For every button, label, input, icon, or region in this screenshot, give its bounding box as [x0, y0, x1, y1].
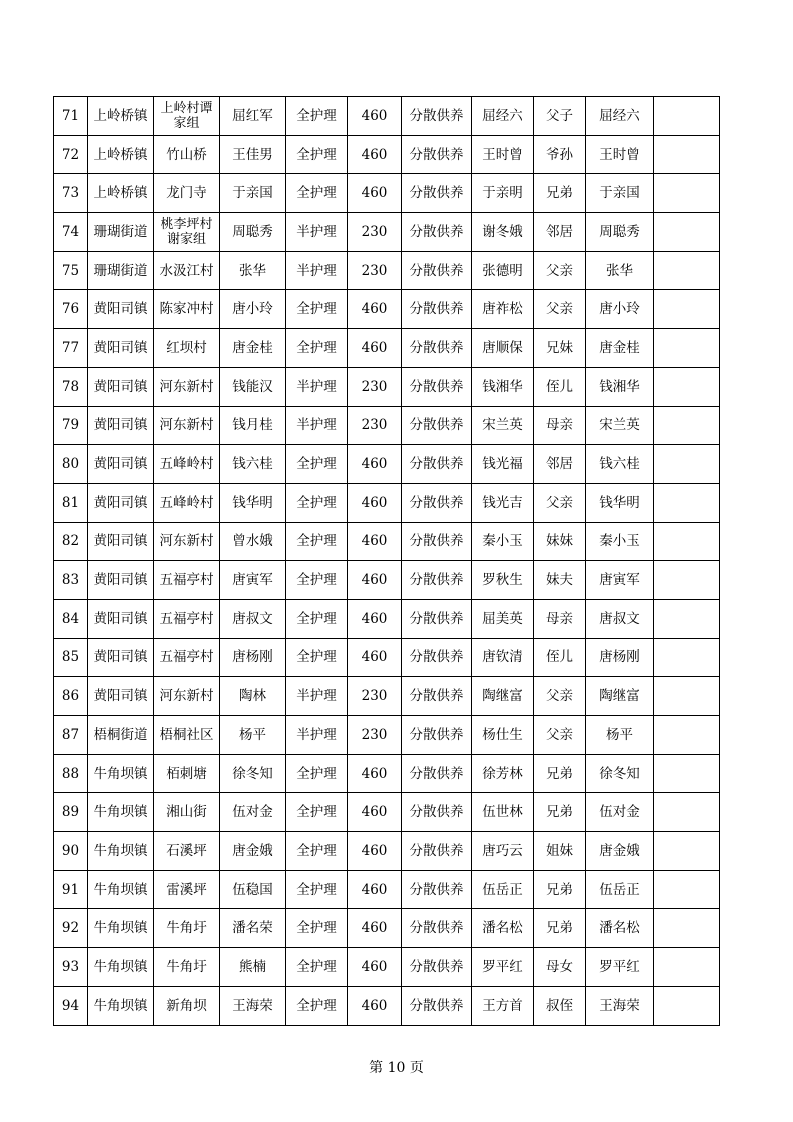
payee-cell: 钱华明: [586, 483, 654, 522]
support-type-cell: 分散供养: [402, 522, 472, 561]
recipient-name-cell: 潘名荣: [220, 909, 286, 948]
amount-cell: 230: [348, 367, 402, 406]
village-cell: 梧桐社区: [154, 716, 220, 755]
amount-cell: 460: [348, 174, 402, 213]
care-level-cell: 半护理: [286, 677, 348, 716]
town-cell: 黄阳司镇: [88, 406, 154, 445]
remark-cell: [654, 367, 720, 406]
amount-cell: 230: [348, 251, 402, 290]
recipient-name-cell: 伍稳国: [220, 870, 286, 909]
recipient-name-cell: 钱能汉: [220, 367, 286, 406]
support-type-cell: 分散供养: [402, 638, 472, 677]
remark-cell: [654, 677, 720, 716]
relation-cell: 兄妹: [534, 329, 586, 368]
remark-cell: [654, 406, 720, 445]
village-cell: 水汲江村: [154, 251, 220, 290]
care-level-cell: 全护理: [286, 97, 348, 136]
remark-cell: [654, 97, 720, 136]
remark-cell: [654, 716, 720, 755]
care-level-cell: 全护理: [286, 599, 348, 638]
remark-cell: [654, 251, 720, 290]
care-level-cell: 半护理: [286, 716, 348, 755]
caregiver-cell: 王方首: [472, 986, 534, 1025]
recipient-name-cell: 唐寅军: [220, 561, 286, 600]
village-cell: 红坝村: [154, 329, 220, 368]
town-cell: 黄阳司镇: [88, 599, 154, 638]
recipient-name-cell: 于亲国: [220, 174, 286, 213]
seq-cell: 78: [54, 367, 88, 406]
recipient-name-cell: 陶林: [220, 677, 286, 716]
remark-cell: [654, 135, 720, 174]
relation-cell: 母亲: [534, 599, 586, 638]
town-cell: 黄阳司镇: [88, 445, 154, 484]
payee-cell: 伍对金: [586, 793, 654, 832]
recipient-name-cell: 唐叔文: [220, 599, 286, 638]
remark-cell: [654, 483, 720, 522]
recipient-name-cell: 唐金桂: [220, 329, 286, 368]
caregiver-cell: 唐巧云: [472, 832, 534, 871]
village-cell: 河东新村: [154, 522, 220, 561]
amount-cell: 230: [348, 716, 402, 755]
village-cell: 雷溪坪: [154, 870, 220, 909]
seq-cell: 91: [54, 870, 88, 909]
support-type-cell: 分散供养: [402, 97, 472, 136]
recipient-name-cell: 唐金娥: [220, 832, 286, 871]
village-cell: 湘山街: [154, 793, 220, 832]
town-cell: 珊瑚街道: [88, 251, 154, 290]
village-cell: 龙门寺: [154, 174, 220, 213]
remark-cell: [654, 599, 720, 638]
town-cell: 黄阳司镇: [88, 483, 154, 522]
table-row: [54, 638, 720, 677]
relation-cell: 父亲: [534, 251, 586, 290]
caregiver-cell: 钱湘华: [472, 367, 534, 406]
caregiver-cell: 陶继富: [472, 677, 534, 716]
caregiver-cell: 唐钦清: [472, 638, 534, 677]
town-cell: 黄阳司镇: [88, 638, 154, 677]
remark-cell: [654, 909, 720, 948]
care-level-cell: 全护理: [286, 793, 348, 832]
support-type-cell: 分散供养: [402, 367, 472, 406]
table-row: [54, 677, 720, 716]
town-cell: 上岭桥镇: [88, 97, 154, 136]
village-cell: 五福亭村: [154, 561, 220, 600]
caregiver-cell: 屈美英: [472, 599, 534, 638]
relation-cell: 兄弟: [534, 909, 586, 948]
seq-cell: 80: [54, 445, 88, 484]
caregiver-cell: 唐祚松: [472, 290, 534, 329]
care-level-cell: 全护理: [286, 638, 348, 677]
payee-cell: 潘名松: [586, 909, 654, 948]
seq-cell: 87: [54, 716, 88, 755]
seq-cell: 77: [54, 329, 88, 368]
records-table: [53, 96, 720, 1026]
caregiver-cell: 潘名松: [472, 909, 534, 948]
remark-cell: [654, 522, 720, 561]
table-row: [54, 986, 720, 1025]
table-row: [54, 754, 720, 793]
village-cell: 栢刺塘: [154, 754, 220, 793]
relation-cell: 兄弟: [534, 754, 586, 793]
caregiver-cell: 秦小玉: [472, 522, 534, 561]
remark-cell: [654, 174, 720, 213]
care-level-cell: 全护理: [286, 483, 348, 522]
payee-cell: 唐小玲: [586, 290, 654, 329]
recipient-name-cell: 张华: [220, 251, 286, 290]
remark-cell: [654, 870, 720, 909]
table-body: [54, 97, 720, 1026]
payee-cell: 钱六桂: [586, 445, 654, 484]
recipient-name-cell: 王海荣: [220, 986, 286, 1025]
support-type-cell: 分散供养: [402, 561, 472, 600]
support-type-cell: 分散供养: [402, 445, 472, 484]
recipient-name-cell: 钱六桂: [220, 445, 286, 484]
town-cell: 牛角坝镇: [88, 793, 154, 832]
caregiver-cell: 张德明: [472, 251, 534, 290]
care-level-cell: 全护理: [286, 329, 348, 368]
table-row: [54, 909, 720, 948]
care-level-cell: 全护理: [286, 445, 348, 484]
relation-cell: 姐妹: [534, 832, 586, 871]
payee-cell: 杨平: [586, 716, 654, 755]
payee-cell: 王时曾: [586, 135, 654, 174]
support-type-cell: 分散供养: [402, 909, 472, 948]
seq-cell: 74: [54, 213, 88, 252]
town-cell: 牛角坝镇: [88, 948, 154, 987]
caregiver-cell: 杨仕生: [472, 716, 534, 755]
recipient-name-cell: 钱月桂: [220, 406, 286, 445]
town-cell: 黄阳司镇: [88, 561, 154, 600]
remark-cell: [654, 986, 720, 1025]
care-level-cell: 全护理: [286, 174, 348, 213]
seq-cell: 94: [54, 986, 88, 1025]
payee-cell: 周聪秀: [586, 213, 654, 252]
support-type-cell: 分散供养: [402, 986, 472, 1025]
payee-cell: 唐叔文: [586, 599, 654, 638]
relation-cell: 侄儿: [534, 638, 586, 677]
caregiver-cell: 伍世林: [472, 793, 534, 832]
care-level-cell: 全护理: [286, 948, 348, 987]
care-level-cell: 全护理: [286, 909, 348, 948]
village-cell: 河东新村: [154, 677, 220, 716]
table-row: [54, 948, 720, 987]
relation-cell: 叔侄: [534, 986, 586, 1025]
amount-cell: 460: [348, 832, 402, 871]
recipient-name-cell: 曾水娥: [220, 522, 286, 561]
table-row: [54, 599, 720, 638]
relation-cell: 爷孙: [534, 135, 586, 174]
amount-cell: 460: [348, 793, 402, 832]
caregiver-cell: 罗平红: [472, 948, 534, 987]
amount-cell: 460: [348, 948, 402, 987]
recipient-name-cell: 杨平: [220, 716, 286, 755]
remark-cell: [654, 638, 720, 677]
village-cell: 竹山桥: [154, 135, 220, 174]
table-row: [54, 251, 720, 290]
support-type-cell: 分散供养: [402, 754, 472, 793]
relation-cell: 兄弟: [534, 174, 586, 213]
town-cell: 牛角坝镇: [88, 832, 154, 871]
amount-cell: 230: [348, 677, 402, 716]
payee-cell: 钱湘华: [586, 367, 654, 406]
amount-cell: 460: [348, 522, 402, 561]
village-cell: 五峰岭村: [154, 483, 220, 522]
payee-cell: 屈经六: [586, 97, 654, 136]
table-row: [54, 445, 720, 484]
town-cell: 牛角坝镇: [88, 986, 154, 1025]
caregiver-cell: 钱光吉: [472, 483, 534, 522]
town-cell: 黄阳司镇: [88, 290, 154, 329]
support-type-cell: 分散供养: [402, 406, 472, 445]
payee-cell: 宋兰英: [586, 406, 654, 445]
seq-cell: 90: [54, 832, 88, 871]
relation-cell: 兄弟: [534, 793, 586, 832]
relation-cell: 父亲: [534, 483, 586, 522]
seq-cell: 82: [54, 522, 88, 561]
payee-cell: 唐寅军: [586, 561, 654, 600]
payee-cell: 唐金桂: [586, 329, 654, 368]
amount-cell: 230: [348, 213, 402, 252]
care-level-cell: 全护理: [286, 832, 348, 871]
payee-cell: 陶继富: [586, 677, 654, 716]
village-cell: 牛角圩: [154, 909, 220, 948]
relation-cell: 父亲: [534, 716, 586, 755]
town-cell: 牛角坝镇: [88, 870, 154, 909]
caregiver-cell: 谢冬娥: [472, 213, 534, 252]
town-cell: 珊瑚街道: [88, 213, 154, 252]
care-level-cell: 全护理: [286, 870, 348, 909]
care-level-cell: 半护理: [286, 213, 348, 252]
relation-cell: 邻居: [534, 445, 586, 484]
remark-cell: [654, 213, 720, 252]
payee-cell: 徐冬知: [586, 754, 654, 793]
seq-cell: 84: [54, 599, 88, 638]
town-cell: 黄阳司镇: [88, 367, 154, 406]
amount-cell: 230: [348, 406, 402, 445]
relation-cell: 父亲: [534, 677, 586, 716]
caregiver-cell: 王时曾: [472, 135, 534, 174]
recipient-name-cell: 唐杨刚: [220, 638, 286, 677]
table-row: [54, 832, 720, 871]
table-row: [54, 716, 720, 755]
amount-cell: 460: [348, 599, 402, 638]
seq-cell: 75: [54, 251, 88, 290]
village-cell: 五福亭村: [154, 599, 220, 638]
recipient-name-cell: 熊楠: [220, 948, 286, 987]
amount-cell: 460: [348, 909, 402, 948]
table-row: [54, 561, 720, 600]
amount-cell: 460: [348, 290, 402, 329]
amount-cell: 460: [348, 870, 402, 909]
village-cell: 五峰岭村: [154, 445, 220, 484]
relation-cell: 母女: [534, 948, 586, 987]
table-row: [54, 135, 720, 174]
caregiver-cell: 徐芳林: [472, 754, 534, 793]
relation-cell: 兄弟: [534, 870, 586, 909]
relation-cell: 妹妹: [534, 522, 586, 561]
town-cell: 黄阳司镇: [88, 677, 154, 716]
support-type-cell: 分散供养: [402, 483, 472, 522]
recipient-name-cell: 唐小玲: [220, 290, 286, 329]
relation-cell: 父子: [534, 97, 586, 136]
seq-cell: 93: [54, 948, 88, 987]
remark-cell: [654, 561, 720, 600]
payee-cell: 罗平红: [586, 948, 654, 987]
town-cell: 黄阳司镇: [88, 522, 154, 561]
amount-cell: 460: [348, 445, 402, 484]
amount-cell: 460: [348, 483, 402, 522]
seq-cell: 79: [54, 406, 88, 445]
relation-cell: 妹夫: [534, 561, 586, 600]
relation-cell: 父亲: [534, 290, 586, 329]
table-row: [54, 406, 720, 445]
seq-cell: 86: [54, 677, 88, 716]
payee-cell: 张华: [586, 251, 654, 290]
recipient-name-cell: 伍对金: [220, 793, 286, 832]
table-row: [54, 870, 720, 909]
seq-cell: 76: [54, 290, 88, 329]
support-type-cell: 分散供养: [402, 290, 472, 329]
amount-cell: 460: [348, 754, 402, 793]
seq-cell: 89: [54, 793, 88, 832]
payee-cell: 唐金娥: [586, 832, 654, 871]
amount-cell: 460: [348, 561, 402, 600]
payee-cell: 秦小玉: [586, 522, 654, 561]
seq-cell: 81: [54, 483, 88, 522]
town-cell: 梧桐街道: [88, 716, 154, 755]
remark-cell: [654, 754, 720, 793]
amount-cell: 460: [348, 986, 402, 1025]
seq-cell: 71: [54, 97, 88, 136]
support-type-cell: 分散供养: [402, 599, 472, 638]
table-row: [54, 329, 720, 368]
town-cell: 黄阳司镇: [88, 329, 154, 368]
village-cell: 石溪坪: [154, 832, 220, 871]
remark-cell: [654, 793, 720, 832]
seq-cell: 92: [54, 909, 88, 948]
seq-cell: 85: [54, 638, 88, 677]
payee-cell: 唐杨刚: [586, 638, 654, 677]
table-row: [54, 483, 720, 522]
caregiver-cell: 屈经六: [472, 97, 534, 136]
support-type-cell: 分散供养: [402, 832, 472, 871]
caregiver-cell: 唐顺保: [472, 329, 534, 368]
table-row: [54, 213, 720, 252]
relation-cell: 邻居: [534, 213, 586, 252]
support-type-cell: 分散供养: [402, 793, 472, 832]
remark-cell: [654, 445, 720, 484]
remark-cell: [654, 290, 720, 329]
care-level-cell: 半护理: [286, 251, 348, 290]
remark-cell: [654, 948, 720, 987]
seq-cell: 88: [54, 754, 88, 793]
seq-cell: 83: [54, 561, 88, 600]
village-cell: 陈家冲村: [154, 290, 220, 329]
page-number: 第 10 页: [369, 1060, 424, 1076]
town-cell: 上岭桥镇: [88, 135, 154, 174]
table-row: [54, 290, 720, 329]
recipient-name-cell: 周聪秀: [220, 213, 286, 252]
support-type-cell: 分散供养: [402, 677, 472, 716]
village-cell: 河东新村: [154, 406, 220, 445]
care-level-cell: 全护理: [286, 986, 348, 1025]
amount-cell: 460: [348, 638, 402, 677]
care-level-cell: 全护理: [286, 135, 348, 174]
town-cell: 牛角坝镇: [88, 909, 154, 948]
village-cell: 桃李坪村 谢家组: [154, 213, 220, 252]
town-cell: 上岭桥镇: [88, 174, 154, 213]
payee-cell: 于亲国: [586, 174, 654, 213]
payee-cell: 伍岳正: [586, 870, 654, 909]
seq-cell: 73: [54, 174, 88, 213]
table-row: [54, 522, 720, 561]
remark-cell: [654, 329, 720, 368]
recipient-name-cell: 王佳男: [220, 135, 286, 174]
caregiver-cell: 宋兰英: [472, 406, 534, 445]
town-cell: 牛角坝镇: [88, 754, 154, 793]
care-level-cell: 全护理: [286, 290, 348, 329]
relation-cell: 母亲: [534, 406, 586, 445]
relation-cell: 侄儿: [534, 367, 586, 406]
village-cell: 上岭村谭 家组: [154, 97, 220, 136]
amount-cell: 460: [348, 135, 402, 174]
caregiver-cell: 于亲明: [472, 174, 534, 213]
support-type-cell: 分散供养: [402, 135, 472, 174]
care-level-cell: 全护理: [286, 754, 348, 793]
caregiver-cell: 罗秋生: [472, 561, 534, 600]
village-cell: 河东新村: [154, 367, 220, 406]
recipient-name-cell: 徐冬知: [220, 754, 286, 793]
care-level-cell: 全护理: [286, 522, 348, 561]
table-row: [54, 367, 720, 406]
support-type-cell: 分散供养: [402, 948, 472, 987]
recipient-name-cell: 钱华明: [220, 483, 286, 522]
village-cell: 五福亭村: [154, 638, 220, 677]
care-level-cell: 半护理: [286, 367, 348, 406]
support-type-cell: 分散供养: [402, 329, 472, 368]
recipient-name-cell: 屈红军: [220, 97, 286, 136]
support-type-cell: 分散供养: [402, 251, 472, 290]
amount-cell: 460: [348, 329, 402, 368]
seq-cell: 72: [54, 135, 88, 174]
care-level-cell: 半护理: [286, 406, 348, 445]
payee-cell: 王海荣: [586, 986, 654, 1025]
support-type-cell: 分散供养: [402, 716, 472, 755]
care-level-cell: 全护理: [286, 561, 348, 600]
caregiver-cell: 伍岳正: [472, 870, 534, 909]
support-type-cell: 分散供养: [402, 174, 472, 213]
table-row: [54, 97, 720, 136]
support-type-cell: 分散供养: [402, 870, 472, 909]
village-cell: 新角坝: [154, 986, 220, 1025]
remark-cell: [654, 832, 720, 871]
table-row: [54, 174, 720, 213]
village-cell: 牛角圩: [154, 948, 220, 987]
amount-cell: 460: [348, 97, 402, 136]
table-row: [54, 793, 720, 832]
support-type-cell: 分散供养: [402, 213, 472, 252]
caregiver-cell: 钱光福: [472, 445, 534, 484]
